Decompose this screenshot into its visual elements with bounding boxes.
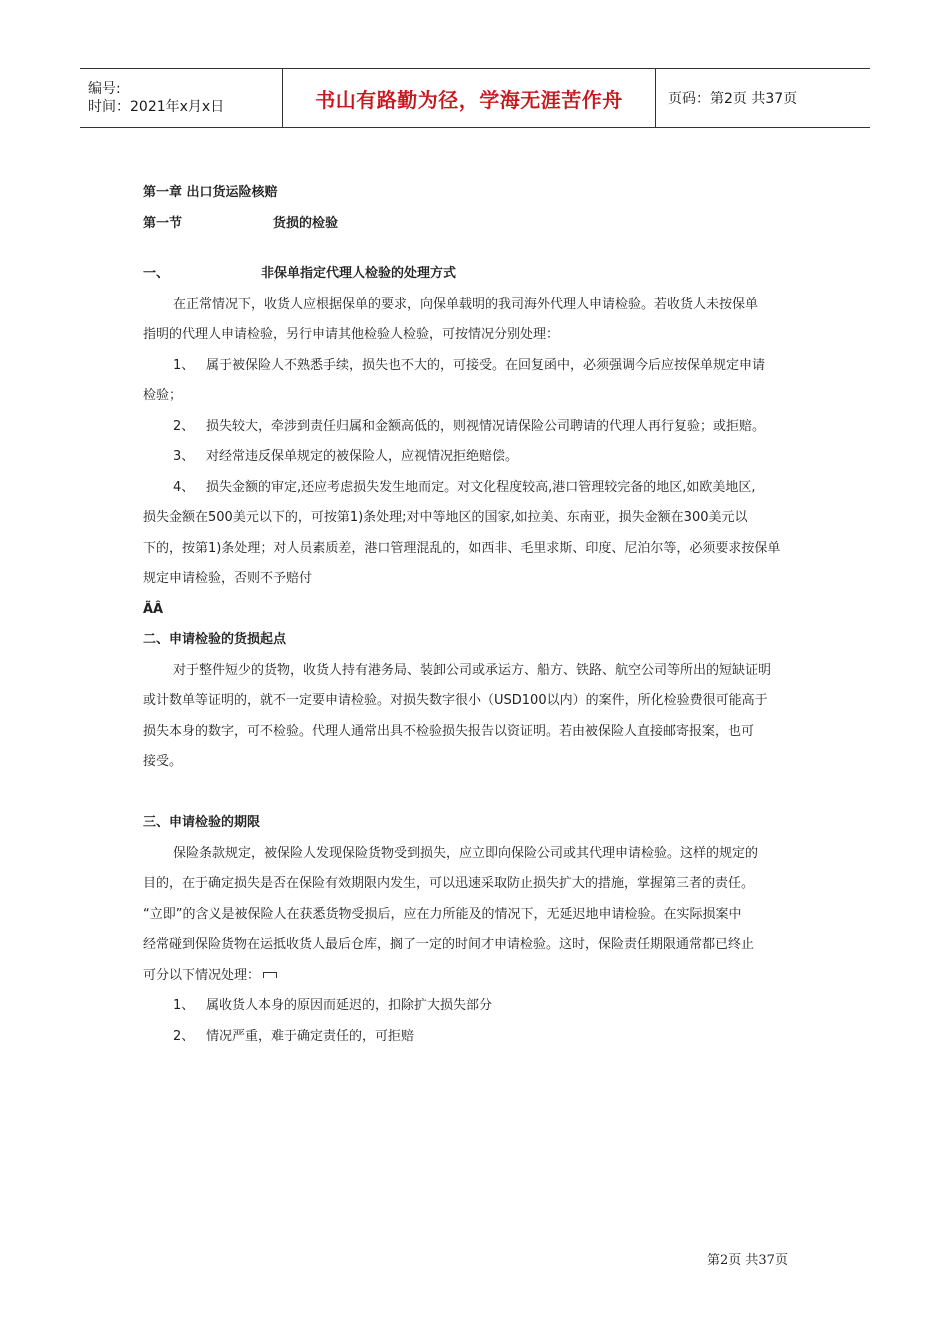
- paragraph-line: 对于整件短少的货物，收货人持有港务局、装卸公司或承运方、船方、铁路、航空公司等所出的短缺证明: [173, 662, 772, 678]
- page-footer: 第2页 共37页: [707, 1253, 788, 1268]
- list-number: 4、: [173, 479, 195, 495]
- list-item: [143, 351, 813, 382]
- paragraph-line: [143, 961, 813, 992]
- paragraph-line: 损失金额在500美元以下的，可按第1)条处理;对中等地区的国家,如拉美、东南亚，损失金额在300美元以: [143, 510, 748, 525]
- heading-1: [143, 259, 813, 290]
- paragraph-text: 可分以下情况处理：: [143, 967, 261, 983]
- paragraph-line: 接受。: [143, 754, 183, 769]
- bracket-mark-icon: [263, 972, 277, 978]
- paragraph-line: “立即”的含义是被保险人在获悉货物受损后，应在力所能及的情况下，无延迟地申请检验。在实际损案中: [143, 906, 742, 922]
- section-number: 第一节: [143, 215, 183, 231]
- heading-1-number: 一、: [143, 266, 170, 281]
- list-item: [143, 1022, 813, 1053]
- paragraph-line: 保险条款规定，被保险人发现保险货物受到损失，应立即向保险公司或其代理申请检验。这样的规定的: [173, 845, 759, 861]
- list-text: 情况严重，难于确定责任的，可拒赔: [206, 1028, 415, 1044]
- list-text: 属于被保险人不熟悉手续，损失也不大的，可接受。在回复函中，必须强调今后应按保单规定申请: [206, 357, 766, 373]
- paragraph-line: 指明的代理人申请检验，另行申请其他检验人检验，可按情况分别处理：: [143, 327, 560, 342]
- list-text: 属收货人本身的原因而延迟的，扣除扩大损失部分: [206, 998, 493, 1013]
- paragraph-line: 经常碰到保险货物在运抵收货人最后仓库，搁了一定的时间才申请检验。这时，保险责任期限通常都已终止: [143, 937, 755, 952]
- list-text: 损失较大，牵涉到责任归属和金额高低的，则视情况请保险公司聘请的代理人再行复验；或拒赔。: [206, 418, 766, 434]
- list-text: 损失金额的审定,还应考虑损失发生地而定。对文化程度较高,港口管理较完备的地区,如欧美地区,: [206, 479, 756, 495]
- list-item: [143, 991, 813, 1022]
- page-info-text: 页码：第2页 共37页: [668, 91, 798, 107]
- paragraph-line: 或计数单等证明的，就不一定要申请检验。对损失数字很小（USD100以内）的案件，所化检验费很可能高于: [143, 693, 768, 708]
- paragraph-line: 损失本身的数字，可不检验。代理人通常出具不检验损失报告以资证明。若由被保险人直接邮寄报案，也可: [143, 723, 755, 739]
- list-text: 对经常违反保单规定的被保险人，应视情况拒绝赔偿。: [206, 449, 519, 464]
- list-number: 3、: [173, 449, 195, 464]
- document-body: [143, 178, 813, 1052]
- heading-2: 二、申请检验的货损起点: [143, 632, 287, 647]
- time-label: 时间：2021年x月x日: [88, 99, 225, 115]
- paragraph-line: 目的，在于确定损失是否在保险有效期限内发生，可以迅速采取防止损失扩大的措施，掌握第三者的责任。: [143, 876, 755, 891]
- chapter-title: 第一章 出口货运险核赔: [143, 185, 278, 200]
- list-number: 1、: [173, 998, 195, 1013]
- header-page-info: [656, 69, 870, 127]
- header-meta: [80, 69, 282, 127]
- paragraph-line: 在正常情况下，收货人应根据保单的要求，向保单载明的我司海外代理人申请检验。若收货人未按保单: [173, 296, 759, 312]
- paragraph-line: 规定申请检验，否则不予赔付: [143, 571, 313, 586]
- number-label: 编号:: [88, 81, 121, 97]
- motto-text: 书山有路勤为径，学海无涯苦作舟: [315, 87, 623, 112]
- paragraph-line: 下的，按第1)条处理；对人员素质差，港口管理混乱的，如西非、毛里求斯、印度、尼泊尔等，必须要求按保单: [143, 540, 781, 556]
- list-item: [143, 473, 813, 504]
- paragraph-line: 检验；: [143, 388, 183, 403]
- list-item: [143, 442, 813, 473]
- heading-3: 三、申请检验的期限: [143, 815, 261, 830]
- list-number: 1、: [173, 357, 195, 373]
- list-number: 2、: [173, 1028, 195, 1044]
- heading-1-title: 非保单指定代理人检验的处理方式: [261, 266, 457, 281]
- list-item: [143, 412, 813, 443]
- section-heading: [143, 209, 813, 240]
- stray-characters: ÃÂ: [143, 601, 164, 617]
- page-header: [80, 68, 870, 128]
- header-motto: [282, 69, 656, 127]
- list-number: 2、: [173, 418, 195, 434]
- section-title: 货损的检验: [273, 215, 339, 231]
